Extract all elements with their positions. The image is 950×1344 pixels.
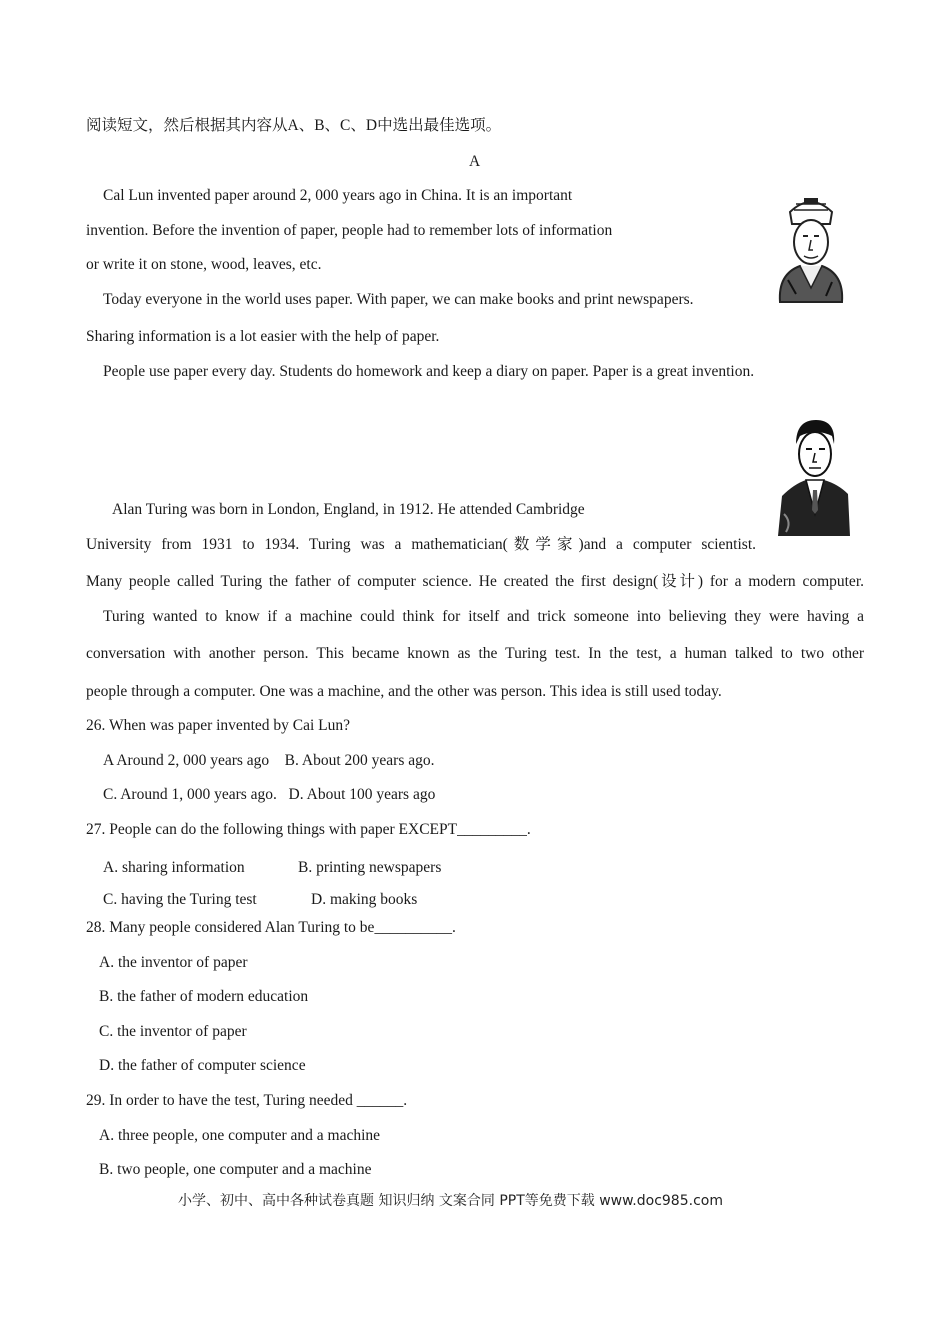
q28-option-a: A. the inventor of paper — [99, 954, 248, 971]
cai-lun-portrait — [770, 190, 852, 305]
q26-options-row1: A Around 2, 000 years ago B. About 200 years ago. — [103, 752, 435, 769]
q29-option-b: B. two people, one computer and a machine — [99, 1161, 372, 1178]
passage2-line: Alan Turing was born in London, England, in 1912. He attended Cambridge — [112, 501, 585, 518]
q29-stem: 29. In order to have the test, Turing needed ______. — [86, 1092, 408, 1109]
passage1-line: invention. Before the invention of paper, people had to remember lots of information — [86, 222, 613, 239]
passage1-line: Sharing information is a lot easier with the help of paper. — [86, 328, 440, 345]
q27-stem: 27. People can do the following things with paper EXCEPT_________. — [86, 821, 531, 838]
section-label: A — [469, 153, 481, 170]
q27-option-a: A. sharing information — [103, 859, 245, 876]
q29-option-a: A. three people, one computer and a machine — [99, 1127, 381, 1144]
q28-option-b: B. the father of modern education — [99, 988, 309, 1005]
page-footer: 小学、初中、高中各种试卷真题 知识归纳 文案合同 PPT等免费下载 www.doc985.com — [178, 1193, 723, 1209]
passage2-line: Turing wanted to know if a machine could think for itself and trick someone into believing they were having a — [103, 608, 864, 625]
alan-turing-portrait — [774, 414, 854, 538]
q27-option-d: D. making books — [311, 891, 418, 908]
passage2-line: conversation with another person. This became known as the Turing test. In the test, a human talked to two other — [86, 645, 864, 662]
q28-option-d: D. the father of computer science — [99, 1057, 306, 1074]
q28-stem: 28. Many people considered Alan Turing to be__________. — [86, 919, 456, 936]
passage1-line: Today everyone in the world uses paper. With paper, we can make books and print newspapers. — [103, 291, 694, 308]
q28-option-c: C. the inventor of paper — [99, 1023, 247, 1040]
passage1-line: People use paper every day. Students do homework and keep a diary on paper. Paper is a great invention. — [103, 363, 755, 380]
passage2-line: people through a computer. One was a machine, and the other was person. This idea is still used today. — [86, 683, 722, 700]
instruction: 阅读短文，然后根据其内容从A、B、C、D中选出最佳选项。 — [86, 117, 502, 134]
q27-option-c: C. having the Turing test — [103, 891, 257, 908]
passage1-line: or write it on stone, wood, leaves, etc. — [86, 256, 322, 273]
q27-option-b: B. printing newspapers — [298, 859, 442, 876]
q26-stem: 26. When was paper invented by Cai Lun? — [86, 717, 350, 734]
q26-options-row2: C. Around 1, 000 years ago. D. About 100 years ago — [103, 786, 436, 803]
passage2-line: University from 1931 to 1934. Turing was a mathematician(数学家)and a computer scientist. — [86, 536, 756, 553]
passage2-line: Many people called Turing the father of computer science. He created the first design(设计) for a modern computer. — [86, 573, 864, 590]
passage1-line: Cal Lun invented paper around 2, 000 years ago in China. It is an important — [103, 187, 573, 204]
